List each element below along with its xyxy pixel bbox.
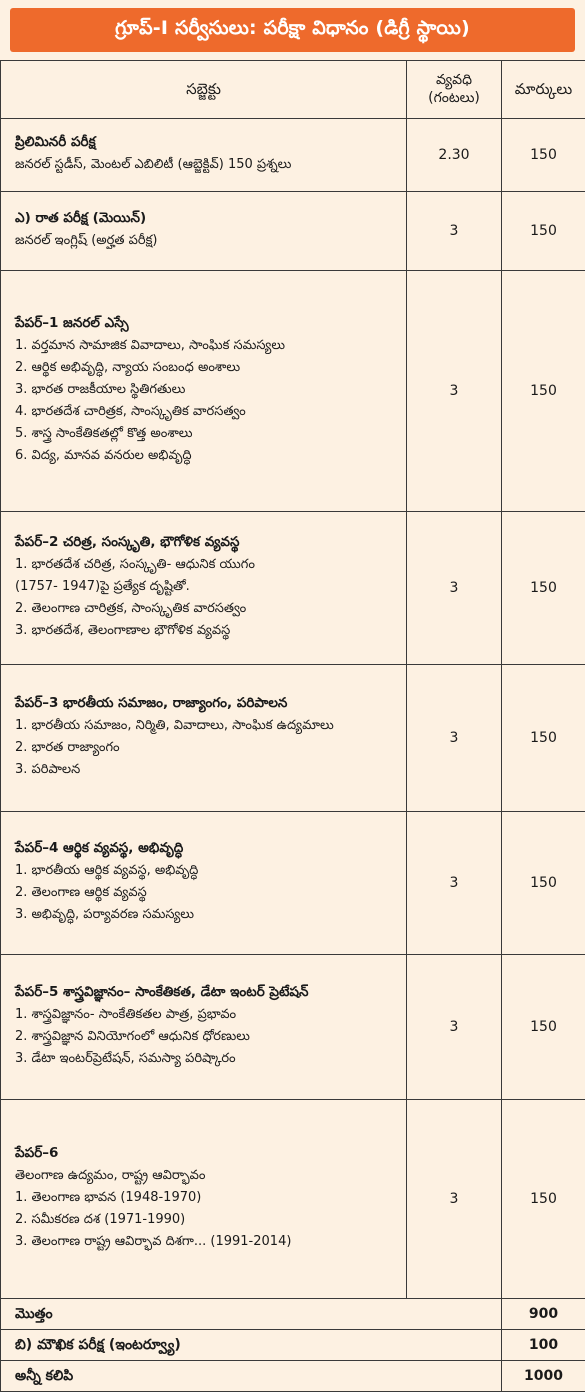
duration-cell: 2.30 [407, 119, 502, 192]
table-header-row [1, 61, 585, 119]
row-line: 6. విద్య, మానవ వనరుల అభివృద్ధి [15, 449, 396, 464]
row-heading: ప్రిలిమినరీ పరీక్ష [15, 135, 396, 151]
row-line: 1. భారతీయ ఆర్థిక వ్యవస్థ, అభివృద్ధి [15, 864, 396, 879]
subject-cell [1, 271, 407, 512]
row-line: 3. పరిపాలన [15, 763, 396, 778]
grand-total-row [1, 1361, 585, 1392]
table-row [1, 192, 585, 271]
subject-cell [1, 812, 407, 955]
duration-cell: 3 [407, 1100, 502, 1299]
row-heading: ఎ) రాత పరీక్ష (మెయిన్‌) [15, 211, 396, 227]
table-row [1, 119, 585, 192]
subject-cell [1, 955, 407, 1100]
row-heading: పేపర్‌–4 ఆర్థిక వ్యవస్థ, అభివృద్ధి [15, 841, 396, 857]
page-title: గ్రూప్‌-I సర్వీసులు: పరీక్షా విధానం (డిగ్రీ స్థాయి) [10, 8, 575, 52]
subject-header: సబ్జెక్టు [1, 61, 407, 119]
row-line: జనరల్‌ స్టడీస్‌, మెంటల్‌ ఎబిలిటీ (ఆబ్జెక్టివ్‌) 150 ప్రశ్నలు [15, 158, 396, 173]
subject-cell [1, 192, 407, 271]
grand-total-value: 1000 [502, 1361, 585, 1392]
row-heading: పేపర్‌–6 [15, 1146, 396, 1162]
row-heading: పేపర్‌–3 భారతీయ సమాజం, రాజ్యాంగం, పరిపాలన [15, 696, 396, 712]
interview-label: బి) మౌఖిక పరీక్ష (ఇంటర్వ్యూ) [1, 1330, 502, 1361]
duration-cell: 3 [407, 192, 502, 271]
row-line: 3. భారతదేశ, తెలంగాణాల భౌగోళిక వ్యవస్థ [15, 624, 396, 639]
row-line: 3. అభివృద్ధి, పర్యావరణ సమస్యలు [15, 908, 396, 923]
table-row [1, 512, 585, 665]
row-line: 4. భారతదేశ చారిత్రక, సాంస్కృతిక వారసత్వం [15, 405, 396, 420]
table-row [1, 812, 585, 955]
marks-cell: 150 [502, 955, 585, 1100]
subject-cell [1, 119, 407, 192]
interview-row [1, 1330, 585, 1361]
marks-cell: 150 [502, 812, 585, 955]
row-line: 3. డేటా ఇంటర్‌ప్రెటేషన్‌, సమస్యా పరిష్కారం [15, 1052, 396, 1067]
duration-header [407, 61, 502, 119]
duration-header-line2: (గంటలు) [408, 90, 500, 108]
row-line: 2. తెలంగాణ ఆర్థిక వ్యవస్థ [15, 886, 396, 901]
row-heading: పేపర్‌–1 జనరల్‌ ఎస్సే [15, 316, 396, 332]
marks-cell: 150 [502, 665, 585, 812]
duration-cell: 3 [407, 665, 502, 812]
row-line: 3. భారత రాజకీయాల స్థితిగతులు [15, 383, 396, 398]
table-row [1, 665, 585, 812]
subject-cell [1, 512, 407, 665]
interview-value: 100 [502, 1330, 585, 1361]
marks-cell: 150 [502, 1100, 585, 1299]
duration-cell: 3 [407, 512, 502, 665]
marks-header: మార్కులు [502, 61, 585, 119]
marks-cell: 150 [502, 512, 585, 665]
row-line: 5. శాస్త్ర సాంకేతికతల్లో కొత్త అంశాలు [15, 427, 396, 442]
row-line: (1757- 1947)పై ప్రత్యేక దృష్టితో. [15, 580, 396, 595]
row-line: 2. తెలంగాణ చారిత్రక, సాంస్కృతిక వారసత్వం [15, 602, 396, 617]
row-line: జనరల్‌ ఇంగ్లిష్‌ (అర్హత పరీక్ష) [15, 234, 396, 249]
row-line: తెలంగాణ ఉద్యమం, రాష్ట్ర ఆవిర్భావం [15, 1169, 396, 1184]
row-line: 2. ఆర్థిక అభివృద్ధి, న్యాయ సంబంధ అంశాలు [15, 361, 396, 376]
row-line: 1. తెలంగాణ భావన (1948-1970) [15, 1191, 396, 1206]
row-heading: పేపర్‌–5 శాస్త్రవిజ్ఞానం– సాంకేతికత, డేటా ఇంటర్‌ ప్రెటేషన్‌ [15, 985, 396, 1001]
duration-cell: 3 [407, 271, 502, 512]
duration-cell: 3 [407, 955, 502, 1100]
row-line: 1. భారతదేశ చరిత్ర, సంస్కృతి- ఆధునిక యుగం [15, 558, 396, 573]
subject-cell [1, 1100, 407, 1299]
row-line: 1. వర్తమాన సామాజిక వివాదాలు, సాంఘిక సమస్యలు [15, 339, 396, 354]
total-value: 900 [502, 1299, 585, 1330]
duration-header-line1: వ్యవధి [408, 72, 500, 90]
row-line: 2. శాస్త్రవిజ్ఞాన వినియోగంలో ఆధునిక ధోరణులు [15, 1030, 396, 1045]
row-line: 1. భారతీయ సమాజం, నిర్మితి, వివాదాలు, సాంఘిక ఉద్యమాలు [15, 719, 396, 734]
row-line: 1. శాస్త్రవిజ్ఞానం- సాంకేతికతల పాత్ర, ప్రభావం [15, 1008, 396, 1023]
marks-cell: 150 [502, 119, 585, 192]
marks-cell: 150 [502, 192, 585, 271]
table-row [1, 955, 585, 1100]
table-row [1, 271, 585, 512]
total-label: మొత్తం [1, 1299, 502, 1330]
row-line: 2. సమీకరణ దశ (1971-1990) [15, 1213, 396, 1228]
row-heading: పేపర్‌–2 చరిత్ర, సంస్కృతి, భౌగోళిక వ్యవస్థ [15, 535, 396, 551]
row-line: 2. భారత రాజ్యాంగం [15, 741, 396, 756]
marks-cell: 150 [502, 271, 585, 512]
total-row [1, 1299, 585, 1330]
duration-cell: 3 [407, 812, 502, 955]
row-line: 3. తెలంగాణ రాష్ట్ర ఆవిర్భావ దిశగా... (1991-2014) [15, 1235, 396, 1250]
exam-pattern-table [0, 60, 585, 1392]
subject-cell [1, 665, 407, 812]
grand-total-label: అన్నీ కలిపి [1, 1361, 502, 1392]
table-row [1, 1100, 585, 1299]
